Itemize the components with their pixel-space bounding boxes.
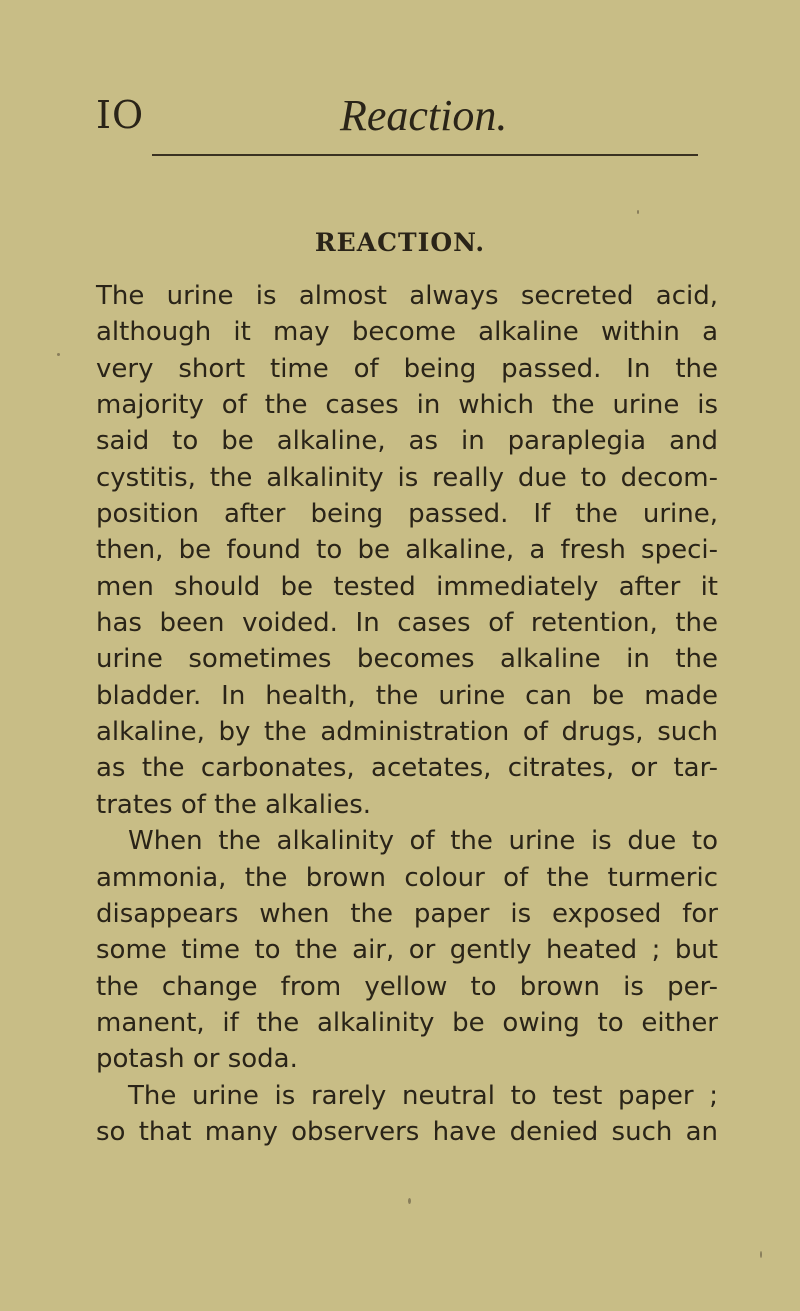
text-line: then, be found to be alkaline, a fresh speci- [96,535,718,566]
text-line: cystitis, the alkalinity is really due to decom- [96,462,718,493]
text-line: although it may become alkaline within a [96,317,718,348]
text-line: disappears when the paper is exposed for [96,898,718,929]
text-line: has been voided. In cases of retention, the [96,608,718,639]
text-line: majority of the cases in which the urine is [96,390,718,421]
text-line: The urine is almost always secreted acid, [96,281,718,311]
text-line: bladder. In health, the urine can be made [96,680,718,711]
text-line: men should be tested immediately after it [96,571,718,602]
text-line: ammonia, the brown colour of the turmeric [96,862,718,893]
text-line: the change from yellow to brown is per- [96,971,718,1002]
text-line: so that many observers have denied such an [96,1116,718,1147]
text-line: potash or soda. [96,1044,298,1075]
running-head: Reaction. [340,91,508,140]
text-line: The urine is rarely neutral to test paper ; [128,1080,718,1111]
text-line: trates of the alkalies. [96,789,372,820]
speck [57,353,60,356]
speck [760,1251,762,1258]
section-heading: REACTION. [314,228,486,257]
text-line: When the alkalinity of the urine is due to [128,826,718,857]
text-line: said to be alkaline, as in paraplegia and [96,426,718,457]
text-line: urine sometimes becomes alkaline in the [96,644,718,675]
text-line: alkaline, by the administration of drugs, such [96,717,718,748]
text-line: manent, if the alkalinity be owing to either [96,1007,718,1038]
text-line: very short time of being passed. In the [96,353,718,384]
speck [408,1198,411,1204]
text-line: position after being passed. If the urine, [96,499,718,530]
page-number: IO [96,93,145,137]
text-line: as the carbonates, acetates, citrates, or tar- [96,753,718,784]
speck [637,210,639,214]
text-line: some time to the air, or gently heated ; but [96,935,718,966]
header-rule [152,154,698,156]
body-text [96,278,718,1150]
